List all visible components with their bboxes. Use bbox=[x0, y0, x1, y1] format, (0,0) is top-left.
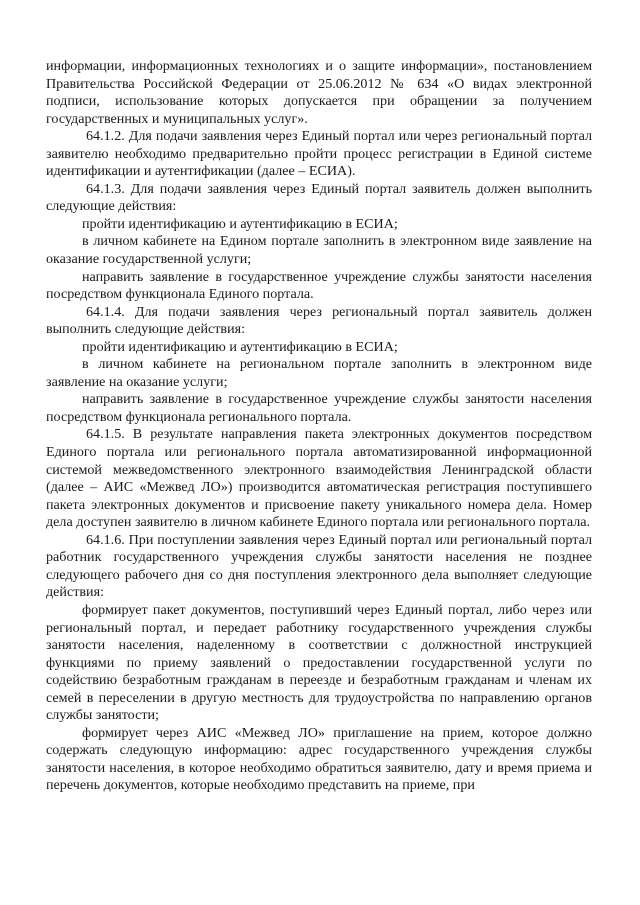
list-item-64-1-3-c: направить заявление в государственное учреждение службы занятости населения посредством функционала Единого портала. bbox=[46, 268, 592, 303]
paragraph-64-1-5: 64.1.5. В результате направления пакета электронных документов посредством Единого портала или регионального портала автоматизированной информационной системой межведомственного электронного взаимодействия Ленинградской области (далее – АИС «Межвед ЛО») производится автоматическая регистрация поступившего пакета электронных документов и присвоение пакету уникального номера дела. Номер дела доступен заявителю в личном кабинете Единого портала или регионального портала. bbox=[46, 426, 592, 531]
list-item-64-1-4-a: пройти идентификацию и аутентификацию в ЕСИА; bbox=[82, 338, 398, 355]
list-item-64-1-3-b: в личном кабинете на Едином портале заполнить в электронном виде заявление на оказание государственной услуги; bbox=[46, 233, 592, 268]
paragraph-64-1-4: 64.1.4. Для подачи заявления через региональный портал заявитель должен выполнить следующие действия: bbox=[46, 303, 592, 338]
list-item-64-1-4-c: направить заявление в государственное учреждение службы занятости населения посредством функционала регионального портала. bbox=[46, 391, 592, 425]
list-item-64-1-3-a: пройти идентификацию и аутентификацию в ЕСИА; bbox=[82, 215, 398, 232]
list-item-64-1-4-b: в личном кабинете на региональном портале заполнить в электронном виде заявление на оказание услуги; bbox=[46, 356, 592, 390]
list-item-64-1-6-a: формирует пакет документов, поступивший через Единый портал, либо через или региональный портал, и передает работнику государственного учреждения службы занятости населения, наделенному в соответствии с должностной инструкцией функциями по приему заявлений о предоставлении государственной услуги по содействию безработным гражданам в переезде и безработным гражданам и членам их семей в переселении в другую местность для трудоустройства по направлению органов службы занятости; bbox=[46, 601, 592, 724]
paragraph-intro-continuation: информации, информационных технологиях и о защите информации», постановлением Правительства Российской Федерации от 25.06.2012 № 634 «О видах электронной подписи, использование которых допускается при обращении за получением государственных и муниципальных услуг». bbox=[46, 58, 592, 127]
paragraph-64-1-6: 64.1.6. При поступлении заявления через Единый портал или региональный портал работник государственного учреждения службы занятости населения не позднее следующего рабочего дня со дня поступления электронного дела выполняет следующие действия: bbox=[46, 531, 592, 601]
document-body bbox=[46, 58, 592, 795]
paragraph-64-1-3: 64.1.3. Для подачи заявления через Единый портал заявитель должен выполнить следующие действия: bbox=[46, 180, 592, 215]
list-item-64-1-6-b: формирует через АИС «Межвед ЛО» приглашение на прием, которое должно содержать следующую информацию: адрес государственного учреждения службы занятости населения, в которое необходимо обратиться заявителю, дату и время приема и перечень документов, которые необходимо представить на приеме, при bbox=[46, 724, 592, 794]
paragraph-64-1-2: 64.1.2. Для подачи заявления через Единый портал или через региональный портал заявителю необходимо предварительно пройти процесс регистрации в Единой системе идентификации и аутентификации (далее – ЕСИА). bbox=[46, 128, 592, 180]
